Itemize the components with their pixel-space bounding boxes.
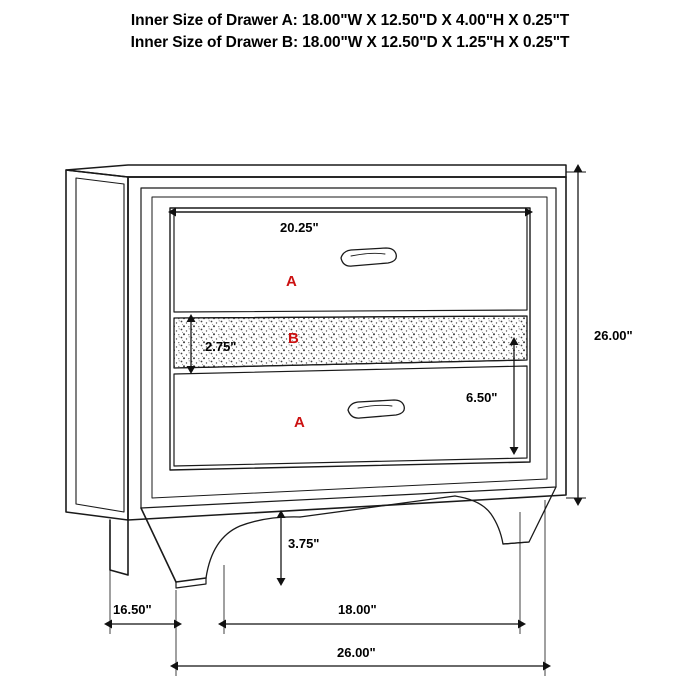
dim-lower-drawer-height: 6.50"	[466, 390, 498, 405]
dim-overall-width: 26.00"	[337, 645, 376, 660]
label-drawer-a-bottom: A	[294, 414, 305, 431]
header-line-2: Inner Size of Drawer B: 18.00"W X 12.50"D X 1.25"H X 0.25"T	[130, 34, 570, 51]
dim-side-depth: 16.50"	[113, 602, 152, 617]
header-line-1: Inner Size of Drawer A: 18.00"W X 12.50"D X 4.00"H X 0.25"T	[130, 12, 570, 29]
label-drawer-a-top: A	[286, 273, 297, 290]
dim-base-front: 18.00"	[338, 602, 377, 617]
label-drawer-b: B	[288, 330, 299, 347]
dim-leg-height: 3.75"	[288, 536, 320, 551]
dim-top-width: 20.25"	[280, 220, 319, 235]
dim-drawer-b-height: 2.75"	[205, 339, 237, 354]
dim-overall-height: 26.00"	[594, 328, 633, 343]
